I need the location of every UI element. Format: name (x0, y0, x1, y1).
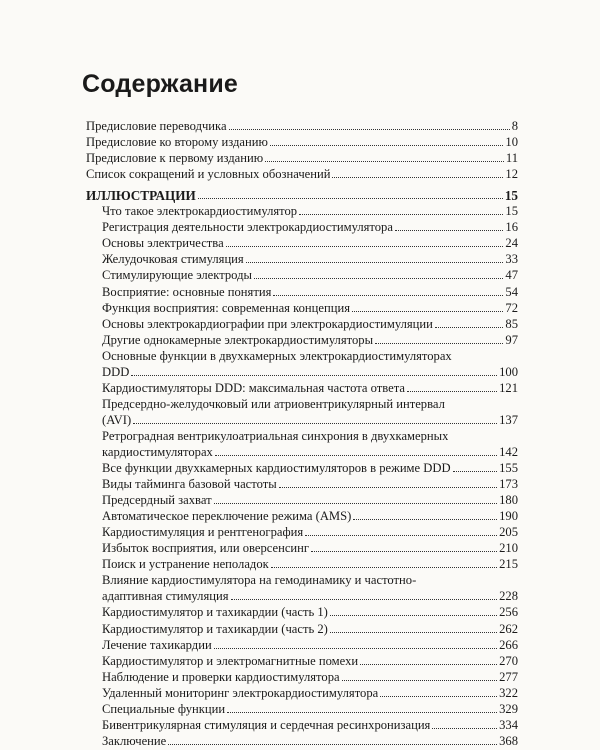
toc-entry-title: Бивентрикулярная стимуляция и сердечная ресинхронизация (102, 717, 431, 732)
toc-entry-page: 100 (499, 364, 518, 379)
dot-leader (131, 375, 497, 376)
toc-entry-page: 16 (505, 220, 518, 235)
toc-entry-page: 24 (505, 236, 518, 251)
toc-entry[interactable] (86, 604, 518, 620)
toc-entry[interactable] (86, 492, 518, 508)
toc-entry-title: Основы электричества (102, 236, 224, 251)
toc-entry[interactable] (86, 701, 518, 717)
toc-entry-title: Предисловие к первому изданию (86, 151, 264, 166)
dot-leader (330, 615, 497, 616)
toc-entry-title: Основные функции в двухкамерных электрокардиостимуляторах (102, 348, 452, 363)
dot-leader (380, 696, 497, 697)
dot-leader (168, 744, 497, 745)
toc-entry-title: Специальные функции (102, 701, 226, 716)
toc-entry-continuation[interactable] (86, 412, 518, 428)
toc-entry-title: Заключение (102, 733, 167, 748)
dot-leader (214, 648, 497, 649)
dot-leader (215, 455, 497, 456)
toc-entry-page: 72 (505, 300, 518, 315)
toc-entry-page: 256 (499, 605, 518, 620)
toc-entry-page: 329 (499, 701, 518, 716)
toc-entry[interactable] (86, 203, 518, 219)
toc-entry[interactable] (86, 219, 518, 235)
dot-leader (360, 664, 497, 665)
dot-leader (227, 712, 497, 713)
toc-entry-page: 54 (505, 284, 518, 299)
toc-entry-page: 11 (505, 151, 518, 166)
toc-entry-title: Избыток восприятия, или оверсенсинг (102, 541, 310, 556)
toc-entry[interactable] (86, 348, 518, 364)
dot-leader (229, 129, 510, 130)
dot-leader (299, 214, 503, 215)
toc-entry-title: Кардиостимулятор и тахикардии (часть 2) (102, 621, 328, 636)
toc-entry-title: Регистрация деятельности электрокардиостимулятора (102, 220, 393, 235)
toc-entry-page: 8 (511, 119, 518, 134)
toc-entry[interactable] (86, 300, 518, 316)
toc-entry-title-end: DDD (102, 364, 130, 379)
dot-leader (407, 391, 497, 392)
dot-leader (305, 535, 497, 536)
dot-leader (265, 161, 504, 162)
toc-entry-page: 210 (499, 541, 518, 556)
toc-entry[interactable] (86, 332, 518, 348)
toc-entry-title: Кардиостимулятор и тахикардии (часть 1) (102, 605, 328, 620)
toc-entry-title: ИЛЛЮСТРАЦИИ (86, 188, 196, 204)
toc-entry[interactable] (86, 283, 518, 299)
dot-leader (395, 230, 503, 231)
toc-entry[interactable] (86, 540, 518, 556)
toc-entry-page: 180 (499, 493, 518, 508)
dot-leader (311, 551, 497, 552)
toc-entry-title: Предсердно-желудочковый или атриовентрикулярный интервал (102, 396, 445, 411)
toc-entry[interactable] (86, 717, 518, 733)
toc-entry[interactable] (86, 556, 518, 572)
toc-entry[interactable] (86, 251, 518, 267)
toc-entry-title: Кардиостимуляторы DDD: максимальная частота ответа (102, 380, 406, 395)
toc-entry-page: 33 (505, 252, 518, 267)
toc-entry-title: Виды тайминга базовой частоты (102, 477, 277, 492)
dot-leader (435, 327, 504, 328)
toc-entry-page: 15 (505, 204, 518, 219)
dot-leader (270, 145, 504, 146)
toc-entry-page: 137 (499, 412, 518, 427)
dot-leader (332, 177, 503, 178)
toc-entry[interactable] (86, 428, 518, 444)
toc-entry-title: Стимулирующие электроды (102, 268, 252, 283)
toc-entry[interactable] (86, 620, 518, 636)
toc-entry-page: 205 (499, 525, 518, 540)
toc-entry-title: Другие однокамерные электрокардиостимуляторы (102, 332, 374, 347)
toc-entry[interactable] (86, 267, 518, 283)
dot-leader (330, 632, 497, 633)
toc-entry-page: 142 (499, 444, 518, 459)
dot-leader (214, 503, 498, 504)
dot-leader (453, 471, 498, 472)
dot-leader (254, 278, 503, 279)
toc-entry[interactable] (86, 637, 518, 653)
toc-entry-title: Удаленный мониторинг электрокардиостимулятора (102, 685, 379, 700)
toc-entry-page: 270 (499, 653, 518, 668)
toc-entry-title: Ретроградная вентрикулоатриальная синхрония в двухкамерных (102, 428, 449, 443)
toc-entry[interactable] (86, 524, 518, 540)
toc-entry-title-end: (AVI) (102, 412, 132, 427)
toc-entry-continuation[interactable] (86, 364, 518, 380)
table-of-contents (86, 118, 518, 749)
toc-entry-title: Кардиостимуляция и рентгенография (102, 525, 304, 540)
dot-leader (246, 262, 504, 263)
toc-entry[interactable] (86, 150, 518, 166)
toc-entry-page: 121 (499, 380, 518, 395)
dot-leader (198, 198, 503, 199)
toc-entry-page: 190 (499, 509, 518, 524)
toc-entry-title: Что такое электрокардиостимулятор (102, 204, 298, 219)
dot-leader (279, 487, 497, 488)
toc-entry-page: 277 (499, 669, 518, 684)
dot-leader (352, 311, 503, 312)
toc-entry-page: 12 (505, 167, 518, 182)
dot-leader (273, 295, 503, 296)
toc-entry-page: 228 (499, 589, 518, 604)
toc-entry-page: 10 (505, 135, 518, 150)
dot-leader (432, 728, 497, 729)
toc-entry[interactable] (86, 380, 518, 396)
toc-entry-title: Наблюдение и проверки кардиостимулятора (102, 669, 340, 684)
dot-leader (375, 343, 503, 344)
toc-entry-title: Поиск и устранение неполадок (102, 557, 269, 572)
toc-entry-page: 155 (499, 461, 518, 476)
toc-entry-page: 215 (499, 557, 518, 572)
toc-entry-title: Кардиостимулятор и электромагнитные помехи (102, 653, 359, 668)
toc-entry[interactable] (86, 235, 518, 251)
toc-entry[interactable] (86, 396, 518, 412)
toc-entry-title: Список сокращений и условных обозначений (86, 167, 331, 182)
toc-entry-continuation[interactable] (86, 444, 518, 460)
toc-entry[interactable] (86, 508, 518, 524)
dot-leader (226, 246, 504, 247)
toc-entry[interactable] (86, 685, 518, 701)
toc-entry-page: 266 (499, 637, 518, 652)
toc-entry-title-end: адаптивная стимуляция (102, 589, 229, 604)
toc-entry[interactable] (86, 316, 518, 332)
dot-leader (271, 567, 497, 568)
toc-entry-title: Основы электрокардиографии при электрокардиостимуляции (102, 316, 433, 331)
toc-entry-page: 85 (505, 316, 518, 331)
toc-section[interactable] (86, 187, 518, 203)
dot-leader (133, 423, 497, 424)
toc-entry-title: Влияние кардиостимулятора на гемодинамику и частотно- (102, 573, 417, 588)
dot-leader (342, 680, 498, 681)
toc-entry-page: 97 (505, 332, 518, 347)
toc-entry-title: Все функции двухкамерных кардиостимуляторов в режиме DDD (102, 461, 451, 476)
toc-entry-continuation[interactable] (86, 588, 518, 604)
toc-entry[interactable] (86, 118, 518, 134)
dot-leader (353, 519, 497, 520)
toc-entry-title: Лечение тахикардии (102, 637, 212, 652)
toc-entry[interactable] (86, 476, 518, 492)
toc-entry-title: Восприятие: основные понятия (102, 284, 272, 299)
toc-entry[interactable] (86, 669, 518, 685)
toc-entry[interactable] (86, 653, 518, 669)
toc-entry-title: Функция восприятия: современная концепция (102, 300, 350, 315)
toc-entry[interactable] (86, 460, 518, 476)
toc-entry-title: Предсердный захват (102, 493, 212, 508)
toc-entry[interactable] (86, 166, 518, 182)
toc-entry-page: 322 (499, 685, 518, 700)
toc-entry-title-end: кардиостимуляторах (102, 444, 213, 459)
toc-entry-page: 173 (499, 477, 518, 492)
toc-entry-page: 262 (499, 621, 518, 636)
toc-entry-title: Предисловие переводчика (86, 119, 227, 134)
toc-entry[interactable] (86, 572, 518, 588)
toc-entry-page: 368 (499, 733, 518, 748)
toc-entry-page: 15 (504, 188, 518, 204)
toc-entry-title: Желудочковая стимуляция (102, 252, 244, 267)
toc-entry-page: 47 (505, 268, 518, 283)
toc-entry[interactable] (86, 134, 518, 150)
toc-entry-title: Предисловие ко второму изданию (86, 135, 268, 150)
page-title: Содержание (82, 70, 239, 98)
toc-entry-page: 334 (499, 717, 518, 732)
toc-entry[interactable] (86, 733, 518, 749)
toc-entry-title: Автоматическое переключение режима (AMS) (102, 509, 352, 524)
dot-leader (231, 599, 498, 600)
